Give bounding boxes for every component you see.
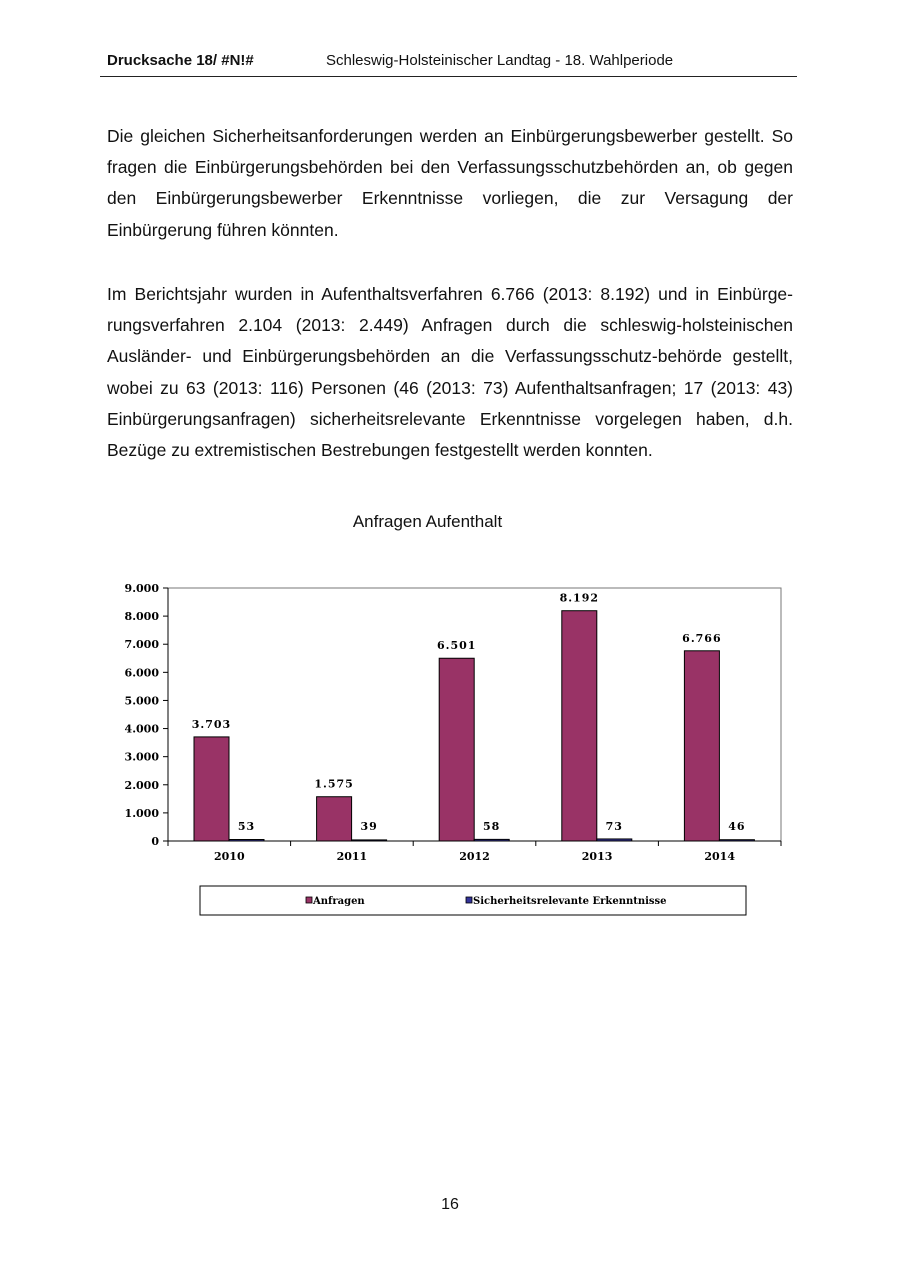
- y-tick-label: 9.000: [124, 582, 159, 595]
- bar-erkenntnisse: [597, 839, 632, 841]
- x-tick-label: 2012: [459, 850, 490, 863]
- y-tick-label: 5.000: [124, 694, 159, 708]
- x-tick-label: 2011: [336, 850, 368, 863]
- data-label: 1.575: [314, 777, 354, 791]
- legend-label: Anfragen: [313, 896, 365, 907]
- page-number: 16: [441, 1196, 459, 1213]
- data-label: 3.703: [191, 717, 232, 731]
- bar-erkenntnisse: [229, 840, 264, 841]
- y-tick-label: 3.000: [124, 750, 159, 764]
- y-tick-label: 6.000: [124, 666, 159, 680]
- data-label: 39: [360, 820, 378, 833]
- data-label: 6.766: [682, 631, 722, 645]
- data-label: 8.192: [559, 591, 600, 605]
- data-label: 46: [728, 820, 746, 833]
- legend-label: Sicherheitsrelevante Erkenntnisse: [473, 896, 667, 907]
- document-number: Drucksache 18/ #N!#: [107, 52, 254, 69]
- x-tick-label: 2014: [704, 850, 736, 863]
- bar-chart: [0, 570, 900, 930]
- y-tick-label: 2.000: [124, 778, 159, 792]
- bar-erkenntnisse: [352, 840, 387, 841]
- y-tick-label: 8.000: [124, 610, 159, 624]
- x-tick-label: 2010: [213, 850, 245, 863]
- y-tick-label: 0: [151, 835, 159, 848]
- parliament-title: Schleswig-Holsteinischer Landtag - 18. Wahlperiode: [326, 52, 674, 69]
- legend-swatch: [466, 897, 472, 903]
- bar-erkenntnisse: [719, 840, 754, 841]
- bar-erkenntnisse: [474, 839, 509, 841]
- bar-anfragen: [317, 797, 352, 841]
- paragraph-security-requirements: Die gleichen Sicherheitsanforderungen werden an Einbürgerungsbewerber gestellt. So fragen die Einbürgerungsbehörden bei den Verfassungsschutzbehörden an, ob gegen den Einbürgerungsbewerber Erkenntnisse vorliegen, die zur Versagung der Einbürgerung führen könnten.: [107, 126, 793, 240]
- page-header: [100, 52, 797, 77]
- data-label: 73: [605, 820, 623, 833]
- data-label: 53: [237, 820, 256, 833]
- bar-anfragen: [439, 658, 474, 841]
- data-label: 58: [483, 820, 501, 833]
- data-label: 6.501: [436, 639, 477, 653]
- paragraph-report-year: Im Berichtsjahr wurden in Aufenthaltsverfahren 6.766 (2013: 8.192) und in Einbürgerungsverfahren 2.104 (2013: 2.449) Anfragen durch die schleswig-holsteinischen Ausländer- und Einbürgerungsbehörden an die Verfassungsschutz-behörde gestellt, wobei zu 63 (2013: 116) Personen (46 (2013: 73) Aufenthaltsanfragen; 17 (2013: 43) Einbürgerungsanfragen) sicherheitsrelevante Erkenntnisse vorgelegen haben, d.h. Bezüge zu extremistischen Bestrebungen festgestellt werden konnten.: [107, 284, 793, 461]
- y-tick-label: 4.000: [124, 722, 159, 736]
- legend-swatch: [306, 897, 312, 903]
- chart-title: Anfragen Aufenthalt: [352, 512, 503, 531]
- y-tick-label: 7.000: [124, 638, 159, 652]
- bar-anfragen: [562, 611, 597, 841]
- y-tick-label: 1.000: [124, 806, 159, 820]
- x-tick-label: 2013: [581, 850, 613, 863]
- bar-anfragen: [194, 737, 229, 841]
- bar-anfragen: [684, 651, 719, 841]
